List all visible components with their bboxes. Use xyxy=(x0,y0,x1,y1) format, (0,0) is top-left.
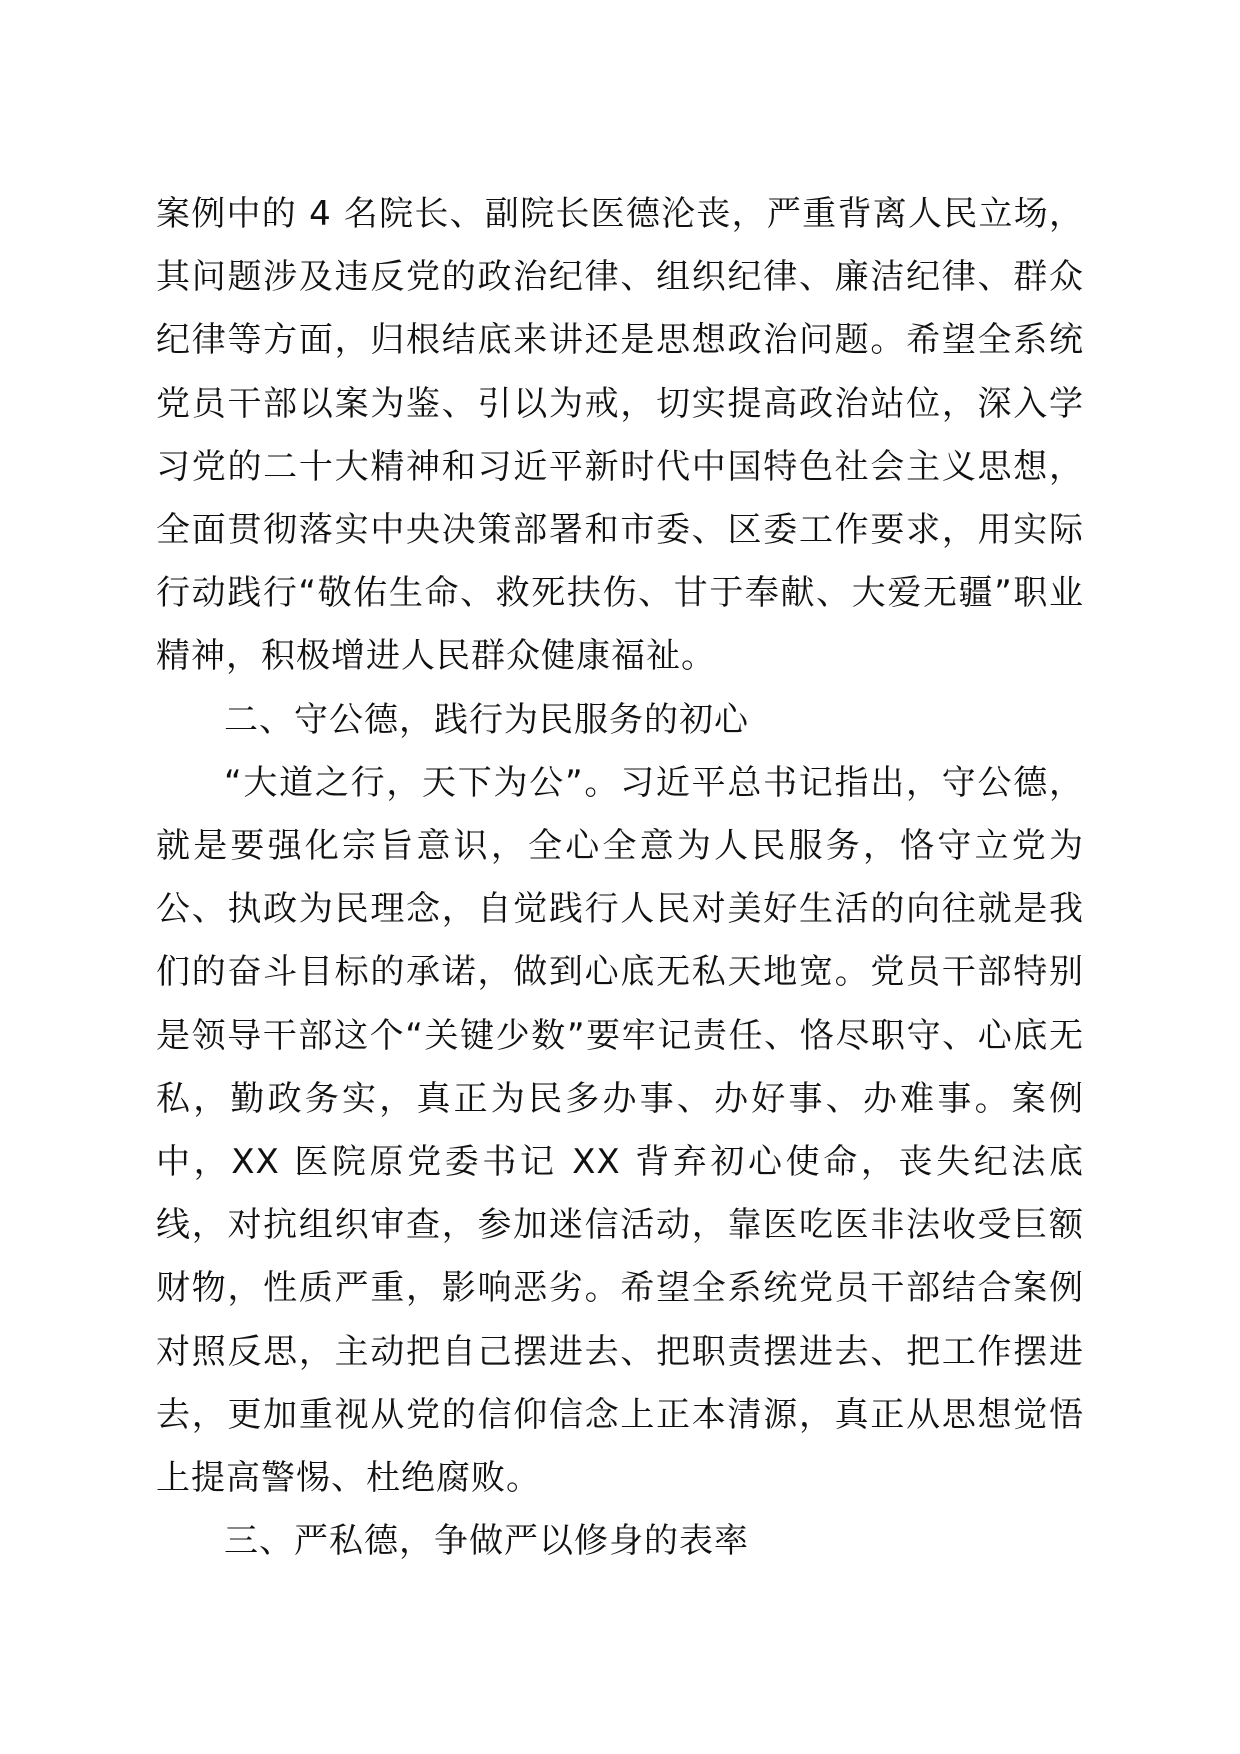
section-heading-2: 二、守公德，践行为民服务的初心 xyxy=(224,699,749,740)
body-paragraph: “大道之行，天下为公”。习近平总书记指出，守公德，就是要强化宗旨意识，全心全意为人民服务，恪守立党为公、执政为民理念，自觉践行人民对美好生活的向往就是我们的奋斗目标的承诺，做到心底无私天地宽。党员干部特别是领导干部这个“关键少数”要牢记责任、恪尽职守、心底无私，勤政务实，真正为民多办事、办好事、办难事。案例中，XX 医院原党委书记 XX 背弃初心使命，丧失纪法底线，对抗组织审查，参加迷信活动，靠医吃医非法收受巨额财物，性质严重，影响恶劣。希望全系统党员干部结合案例对照反思，主动把自己摆进去、把职责摆进去、把工作摆进去，更加重视从党的信仰信念上正本清源，真正从思想觉悟上提高警惕、杜绝腐败。 xyxy=(156,762,1084,1499)
section-heading-3: 三、严私德，争做严以修身的表率 xyxy=(224,1521,749,1562)
document-body xyxy=(156,183,1084,1573)
body-paragraph-continued: 案例中的 4 名院长、副院长医德沦丧，严重背离人民立场，其问题涉及违反党的政治纪律、组织纪律、廉洁纪律、群众纪律等方面，归根结底来讲还是思想政治问题。希望全系统党员干部以案为鉴、引以为戒，切实提高政治站位，深入学习党的二十大精神和习近平新时代中国特色社会主义思想，全面贯彻落实中央决策部署和市委、区委工作要求，用实际行动践行“敬佑生命、救死扶伤、甘于奉献、大爱无疆”职业精神，积极增进人民群众健康福祉。 xyxy=(156,194,1084,677)
